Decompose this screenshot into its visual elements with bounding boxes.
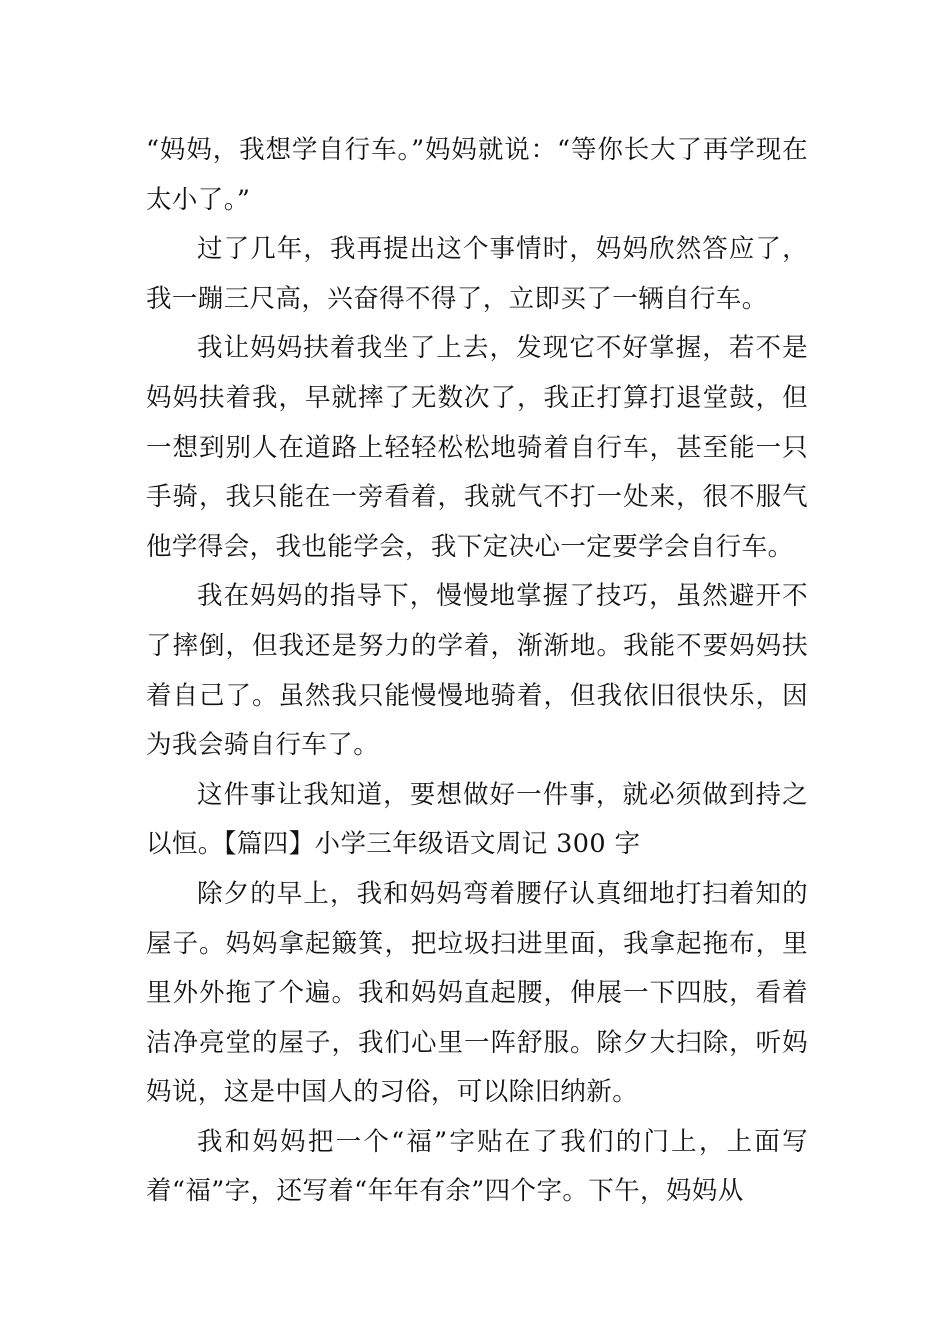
paragraph-7: 我和妈妈把一个“福”字贴在了我们的门上，上面写着“福”字，还写着“年年有余”四个字。下午，妈妈从	[146, 1126, 808, 1207]
document-page	[146, 126, 808, 1217]
paragraph-2: 过了几年，我再提出这个事情时，妈妈欣然答应了，我一蹦三尺高，兴奋得不得了，立即买了一辆自行车。	[146, 234, 808, 314]
paragraph-3: 我让妈妈扶着我坐了上去，发现它不好掌握，若不是妈妈扶着我，早就摔了无数次了，我正打算打退堂鼓，但一想到别人在道路上轻轻松松地骑着自行车，甚至能一只手骑，我只能在一旁看着，我就气不打一处来，很不服气他学得会，我也能学会，我下定决心一定要学会自行车。	[146, 333, 808, 562]
paragraph-6: 除夕的早上，我和妈妈弯着腰仔认真细地打扫着知的屋子。妈妈拿起簸箕，把垃圾扫进里面，我拿起拖布，里里外外拖了个遍。我和妈妈直起腰，伸展一下四肢，看着洁净亮堂的屋子，我们心里一阵舒服。除夕大扫除，听妈妈说，这是中国人的习俗，可以除旧纳新。	[146, 878, 808, 1108]
paragraph-4: 我在妈妈的指导下，慢慢地掌握了技巧，虽然避开不了摔倒，但我还是努力的学着，渐渐地。我能不要妈妈扶着自己了。虽然我只能慢慢地骑着，但我依旧很快乐，因为我会骑自行车了。	[146, 581, 808, 761]
paragraph-1: “妈妈，我想学自行车。”妈妈就说：“等你长大了再学现在太小了。”	[146, 135, 808, 215]
paragraph-5: 这件事让我知道，要想做好一件事，就必须做到持之以恒。【篇四】小学三年级语文周记 300 字	[146, 779, 808, 860]
